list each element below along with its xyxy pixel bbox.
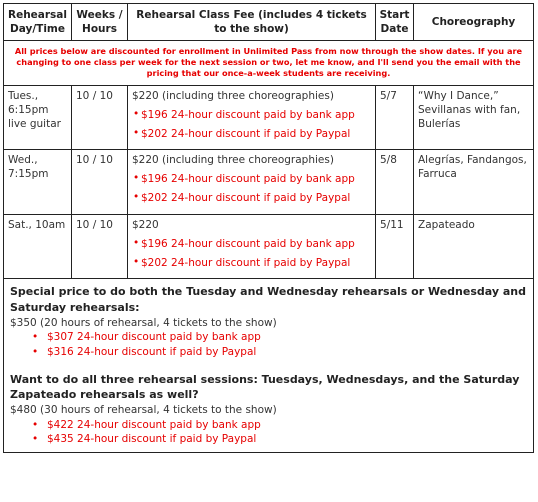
special-offer [10, 372, 527, 447]
table-row [4, 85, 534, 150]
discount-list [132, 237, 371, 270]
choreography-cell: “Why I Dance,” Sevillanas with fan, Bulerías [414, 85, 534, 150]
header-fee: Rehearsal Class Fee (includes 4 tickets to the show) [128, 4, 376, 41]
start-date-cell: 5/7 [376, 85, 414, 150]
header-weeks-hours: Weeks / Hours [72, 4, 128, 41]
start-date-cell: 5/11 [376, 214, 414, 279]
special-price: $480 (30 hours of rehearsal, 4 tickets to the show) [10, 404, 277, 417]
header-start-date: Start Date [376, 4, 414, 41]
special-offer [10, 284, 527, 359]
choreography-cell: Zapateado [414, 214, 534, 279]
bank-discount: • $422 24-hour discount paid by bank app [10, 418, 527, 433]
fee-price: $220 [132, 218, 159, 231]
weeks-hours-cell: 10 / 10 [72, 150, 128, 215]
day-time-cell: Wed., 7:15pm [4, 150, 72, 215]
discount-list [132, 108, 371, 141]
start-date-cell: 5/8 [376, 150, 414, 215]
weeks-hours-cell: 10 / 10 [72, 85, 128, 150]
bank-discount: • $307 24-hour discount paid by bank app [10, 330, 527, 345]
special-heading: Special price to do both the Tuesday and Wednesday rehearsals or Wednesday and Saturday rehearsals: [10, 285, 526, 315]
special-discount-list [10, 418, 527, 447]
bank-discount: • $196 24-hour discount paid by bank app [132, 237, 371, 251]
paypal-discount: • $202 24-hour discount if paid by Paypal [132, 191, 371, 205]
header-day-time: Rehearsal Day/Time [4, 4, 72, 41]
table-row [4, 214, 534, 279]
fee-price: $220 (including three choreographies) [132, 89, 334, 102]
header-choreography: Choreography [414, 4, 534, 41]
fee-cell [128, 214, 376, 279]
paypal-discount: • $435 24-hour discount if paid by Paypal [10, 432, 527, 447]
fee-price: $220 (including three choreographies) [132, 154, 334, 167]
weeks-hours-cell: 10 / 10 [72, 214, 128, 279]
paypal-discount: • $202 24-hour discount if paid by Paypal [132, 256, 371, 270]
discount-list [132, 172, 371, 205]
rehearsal-fee-table [3, 3, 534, 453]
discount-notice: All prices below are discounted for enrollment in Unlimited Pass from now through the show dates. If you are changing to one class per week for the next session or two, let me know, and I'll send you the email with the pricing that our once-a-week students are receiving. [4, 41, 534, 85]
paypal-discount: • $316 24-hour discount if paid by Paypal [10, 345, 527, 360]
paypal-discount: • $202 24-hour discount if paid by Paypal [132, 127, 371, 141]
special-heading: Want to do all three rehearsal sessions: Tuesdays, Wednesdays, and the Saturday Zapateado rehearsals as well? [10, 372, 520, 402]
day-time-cell: Tues., 6:15pm live guitar [4, 85, 72, 150]
specials-row [4, 279, 534, 453]
bank-discount: • $196 24-hour discount paid by bank app [132, 108, 371, 122]
fee-cell [128, 150, 376, 215]
special-discount-list [10, 330, 527, 359]
special-price: $350 (20 hours of rehearsal, 4 tickets to the show) [10, 316, 277, 329]
fee-cell [128, 85, 376, 150]
table-row [4, 150, 534, 215]
header-row [4, 4, 534, 41]
notice-row [4, 41, 534, 85]
bank-discount: • $196 24-hour discount paid by bank app [132, 172, 371, 186]
special-pricing-cell [4, 279, 534, 453]
day-time-cell: Sat., 10am [4, 214, 72, 279]
choreography-cell: Alegrías, Fandangos, Farruca [414, 150, 534, 215]
